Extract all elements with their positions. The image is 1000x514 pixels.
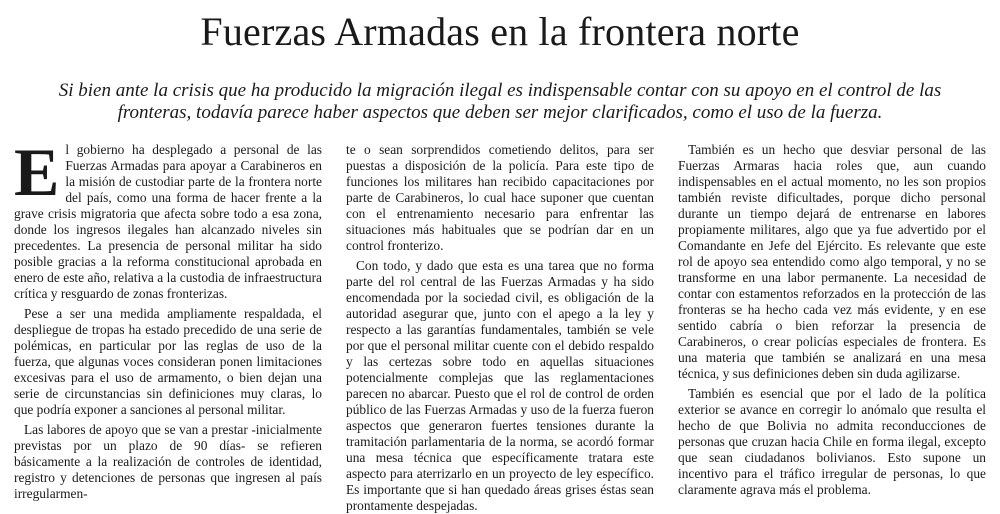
headline: Fuerzas Armadas en la frontera norte	[200, 9, 800, 54]
column-1	[14, 134, 322, 501]
dropcap: E	[14, 134, 60, 210]
column-3	[678, 142, 986, 497]
paragraph-text: l gobierno ha desplegado a personal de las Fuerzas Armadas para apoyar a Carabineros en la misión de custodiar parte de la frontera norte del país, como una forma de hacer frente a la grave crisis migratoria que afecta sobre todo a esa zona, donde los ingresos ilegales han alcanzado niveles sin precedentes. La presencia de personal militar ha sido posible gracias a la reforma constitucional aprobada en enero de este año, relativa a la custodia de infraestructura crítica y resguardo de zonas fronterizas.	[14, 142, 322, 301]
paragraph: Pese a ser una medida ampliamente respaldada, el despliegue de tropas ha estado precedido de una serie de polémicas, en particular por las reglas de uso de la fuerza, que algunas voces consideran ponen limitaciones excesivas para el uso de armamento, o bien dejan una serie de circunstancias sin definiciones muy claras, lo que podría exponer a sanciones al personal militar.	[14, 306, 322, 417]
paragraph	[14, 134, 322, 302]
subhead: Si bien ante la crisis que ha producido la migración ilegal es indispensable contar con su apoyo en el control de las fronteras, todavía parece haber aspectos que deben ser mejor clarificados, como el uso de la fuerza.	[58, 80, 942, 123]
paragraph: Las labores de apoyo que se van a prestar -inicialmente previstas por un plazo de 90 días- se refieren básicamente a la realización de controles de identidad, registro y detenciones de personas que ingresen al país irregularmen-	[14, 422, 322, 501]
paragraph: También es un hecho que desviar personal de las Fuerzas Armaras hacia roles que, aun cuando indispensables en el actual momento, no les son propios también reviste dificultades, porque dicho personal durante un tiempo dejará de entrenarse en labores propiamente militares, algo que ya fue advertido por el Comandante en Jefe del Ejército. Es relevante que este rol de apoyo sea entendido como algo temporal, y no se transforme en una labor permanente. La necesidad de contar con estamentos reforzados en la protección de las fronteras se ha hecho cada vez más evidente, y en ese sentido cabría o bien reforzar la presencia de Carabineros, o crear policías especiales de frontera. Es una materia que también se analizará en una mesa técnica, y sus definiciones deben sin duda agilizarse.	[678, 142, 986, 381]
column-2	[346, 142, 654, 513]
paragraph: También es esencial que por el lado de la política exterior se avance en corregir lo anómalo que resulta el hecho de que Bolivia no admita reconducciones de personas que cruzan hacia Chile en forma ilegal, excepto que sean ciudadanos bolivianos. Esto supone un incentivo para el tráfico irregular de personas, lo que claramente agrava más el problema.	[678, 386, 986, 497]
paragraph: te o sean sorprendidos cometiendo delitos, para ser puestas a disposición de la policía. Para este tipo de funciones los militares han recibido capacitaciones por parte de Carabineros, lo cual hace suponer que cuentan con el entrenamiento necesario para enfrentar las situaciones más habituales que se podrían dar en un control fronterizo.	[346, 142, 654, 253]
article-body	[14, 134, 986, 513]
paragraph: Con todo, y dado que esta es una tarea que no forma parte del rol central de las Fuerzas Armadas y ha sido encomendada por la sociedad civil, es obligación de la autoridad asegurar que, junto con el apego a la ley y respecto a las garantías fundamentales, también se vele por que el personal militar cuente con el debido respaldo y las certezas sobre todo en aquellas situaciones potencialmente complejas que las reglamentaciones parecen no abarcar. Puesto que el rol de control de orden público de las Fuerzas Armadas y uso de la fuerza fueron aspectos que generaron fuertes tensiones durante la tramitación parlamentaria de la norma, se acordó formar una mesa técnica que específicamente tratara este aspecto para aterrizarlo en un proyecto de ley específico. Es importante que si han quedado áreas grises éstas sean prontamente despejadas.	[346, 258, 654, 513]
